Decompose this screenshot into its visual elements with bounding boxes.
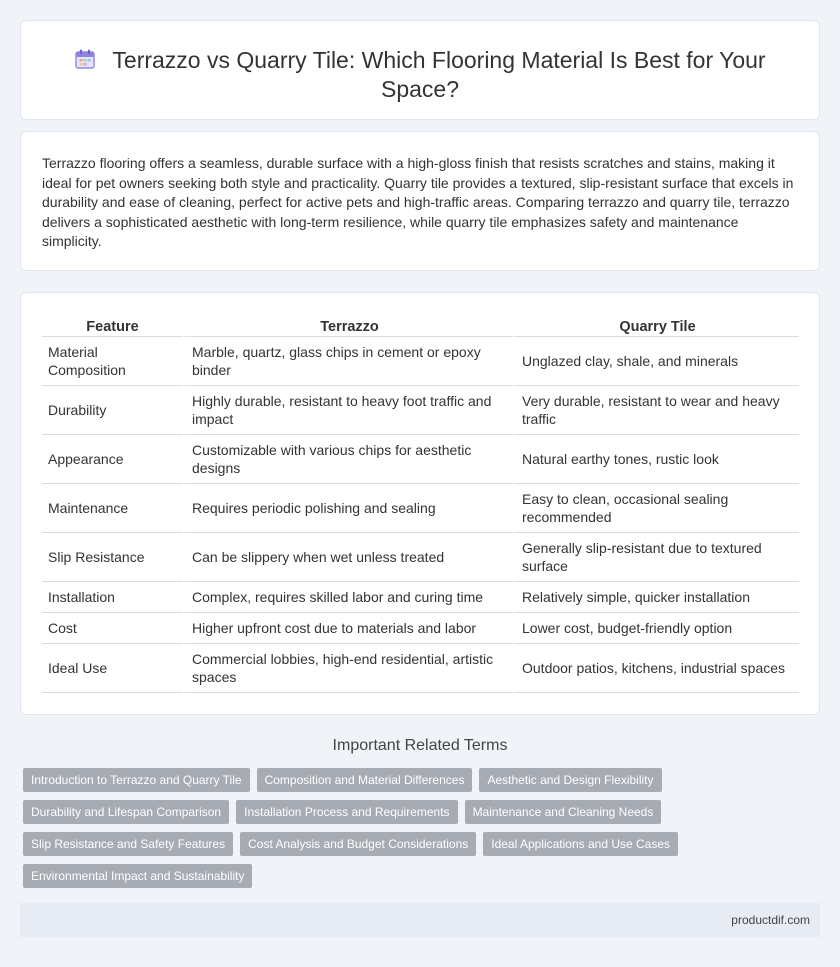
feature-cell: Installation — [42, 582, 183, 613]
table-row — [42, 582, 799, 613]
tag-maintenance[interactable]: Maintenance and Cleaning Needs — [465, 800, 662, 824]
tag-installation[interactable]: Installation Process and Requirements — [236, 800, 457, 824]
header-feature: Feature — [42, 315, 183, 337]
terrazzo-cell: Marble, quartz, glass chips in cement or epoxy binder — [183, 337, 513, 386]
terrazzo-cell: Highly durable, resistant to heavy foot traffic and impact — [183, 386, 513, 435]
tag-durability[interactable]: Durability and Lifespan Comparison — [23, 800, 229, 824]
table-row — [42, 386, 799, 435]
table-row — [42, 435, 799, 484]
footer — [20, 903, 820, 937]
feature-cell: Maintenance — [42, 484, 183, 533]
terrazzo-cell: Can be slippery when wet unless treated — [183, 533, 513, 582]
feature-cell: Cost — [42, 613, 183, 644]
related-terms-title: Important Related Terms — [332, 737, 508, 754]
quarry-cell: Natural earthy tones, rustic look — [513, 435, 799, 484]
table-row — [42, 484, 799, 533]
terrazzo-cell: Requires periodic polishing and sealing — [183, 484, 513, 533]
feature-cell: Appearance — [42, 435, 183, 484]
terrazzo-cell: Commercial lobbies, high-end residential, artistic spaces — [183, 644, 513, 693]
quarry-cell: Outdoor patios, kitchens, industrial spaces — [513, 644, 799, 693]
tag-composition[interactable]: Composition and Material Differences — [257, 768, 473, 792]
feature-cell: Slip Resistance — [42, 533, 183, 582]
quarry-cell: Very durable, resistant to wear and heavy traffic — [513, 386, 799, 435]
terrazzo-cell: Higher upfront cost due to materials and labor — [183, 613, 513, 644]
tag-ideal-applications[interactable]: Ideal Applications and Use Cases — [483, 832, 678, 856]
tag-environmental-impact[interactable]: Environmental Impact and Sustainability — [23, 864, 252, 888]
comparison-table — [42, 315, 799, 693]
quarry-cell: Unglazed clay, shale, and minerals — [513, 337, 799, 386]
table-row — [42, 613, 799, 644]
table-header-row — [42, 315, 799, 337]
terrazzo-cell: Customizable with various chips for aesthetic designs — [183, 435, 513, 484]
quarry-cell: Easy to clean, occasional sealing recommended — [513, 484, 799, 533]
tag-aesthetic[interactable]: Aesthetic and Design Flexibility — [479, 768, 661, 792]
quarry-cell: Relatively simple, quicker installation — [513, 582, 799, 613]
header-card — [20, 20, 820, 120]
feature-cell: Ideal Use — [42, 644, 183, 693]
quarry-cell: Generally slip-resistant due to textured surface — [513, 533, 799, 582]
footer-site-link[interactable]: productdif.com — [731, 913, 810, 927]
table-row — [42, 533, 799, 582]
intro-card — [20, 131, 820, 271]
related-terms-tags — [23, 768, 813, 896]
tag-slip-resistance[interactable]: Slip Resistance and Safety Features — [23, 832, 233, 856]
tag-introduction[interactable]: Introduction to Terrazzo and Quarry Tile — [23, 768, 250, 792]
comparison-table-card — [20, 292, 820, 715]
header-terrazzo: Terrazzo — [183, 315, 513, 337]
calendar-icon — [74, 48, 96, 70]
quarry-cell: Lower cost, budget-friendly option — [513, 613, 799, 644]
tag-cost-analysis[interactable]: Cost Analysis and Budget Considerations — [240, 832, 476, 856]
table-row — [42, 644, 799, 693]
feature-cell: Durability — [42, 386, 183, 435]
terrazzo-cell: Complex, requires skilled labor and curing time — [183, 582, 513, 613]
table-row — [42, 337, 799, 386]
intro-paragraph: Terrazzo flooring offers a seamless, durable surface with a high-gloss finish that resists scratches and stains, making it ideal for pet owners seeking both style and practicality. Quarry tile provides a textured, slip-resistant surface that excels in durability and ease of cleaning, perfect for active pets and high-traffic areas. Comparing terrazzo and quarry tile, terrazzo delivers a sophisticated aesthetic with long-term resilience, while quarry tile emphasizes safety and maintenance simplicity. — [42, 155, 794, 249]
page-title: Terrazzo vs Quarry Tile: Which Flooring Material Is Best for Your Space? — [112, 47, 766, 102]
feature-cell: Material Composition — [42, 337, 183, 386]
page-title-row — [21, 46, 819, 104]
header-quarry-tile: Quarry Tile — [513, 315, 799, 337]
